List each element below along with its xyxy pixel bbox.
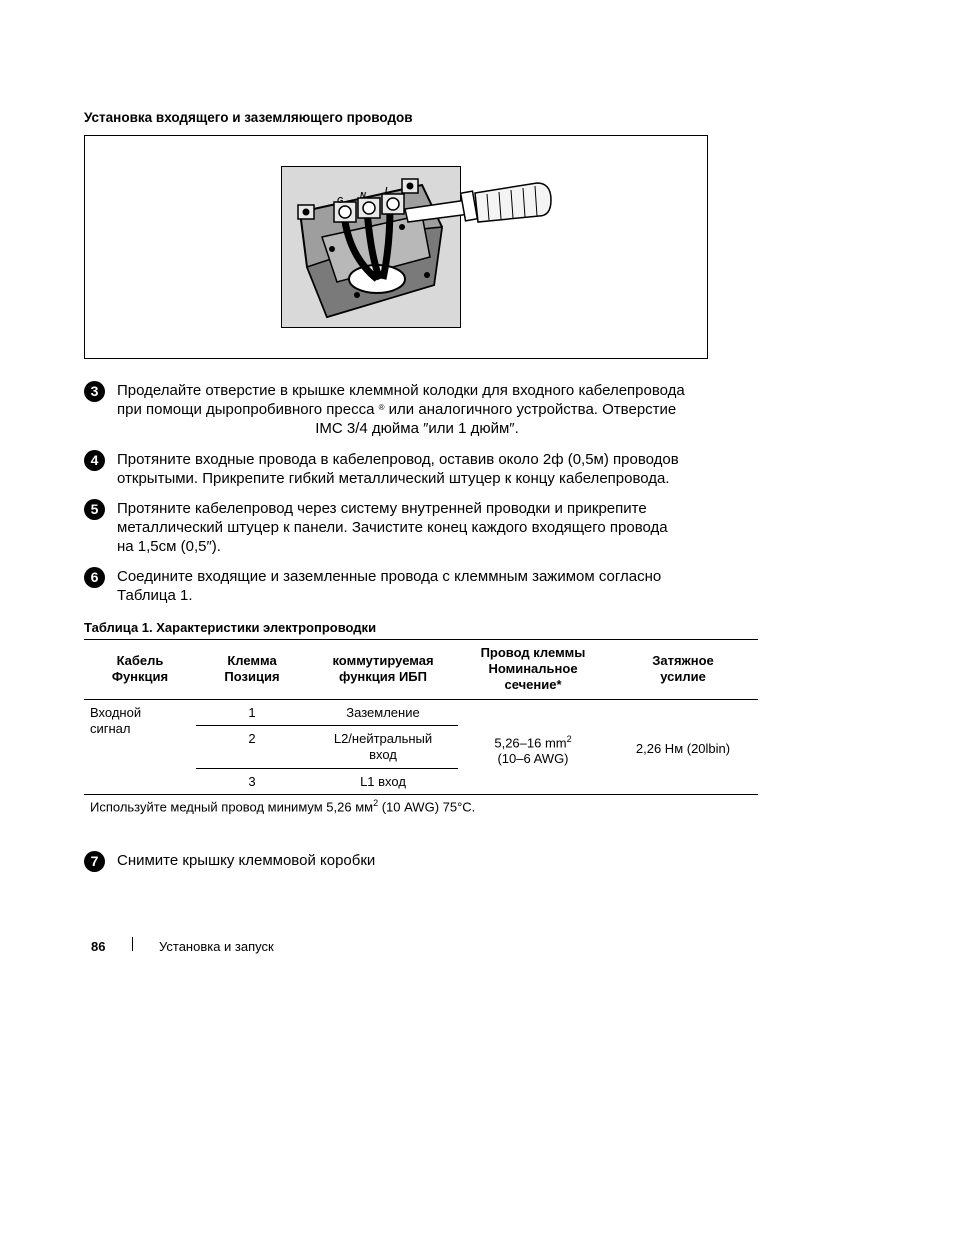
cell-function: L2/нейтральный вход <box>333 731 433 762</box>
table-title: Таблица 1. Характеристики электропроводки <box>84 620 377 635</box>
step-number: 6 <box>84 567 105 588</box>
table-row-rule <box>196 725 458 726</box>
step-number: 5 <box>84 499 105 520</box>
step-3 <box>84 381 744 441</box>
cell-position: 3 <box>248 774 256 789</box>
step-5 <box>84 499 744 559</box>
header-wire-size: Провод клеммы Номинальное сечение* <box>480 645 586 692</box>
step-number: 4 <box>84 450 105 471</box>
footer-separator <box>132 937 133 951</box>
table-footnote: Используйте медный провод минимум 5,26 $мм^2$ (10 AWG) 75°C. <box>90 798 476 815</box>
table-bottom-rule <box>84 794 758 795</box>
step-6 <box>84 567 744 607</box>
table-top-rule <box>84 639 758 640</box>
cell-function: L1 вход <box>360 774 406 789</box>
terminal-label-g: G <box>337 196 344 205</box>
table-row-rule <box>196 768 458 769</box>
step-4 <box>84 450 744 490</box>
step-text: Протяните кабелепровод через систему внутренней проводки и прикрепите металлический штуцер к панели. Зачистите конец каждого входящего провода на 1,5см (0,5″). <box>117 500 668 555</box>
step-number: 7 <box>84 851 105 872</box>
section-title: Установка входящего и заземляющего проводов <box>84 110 413 125</box>
page-number: 86 <box>91 939 106 954</box>
step-7 <box>84 851 744 873</box>
header-torque: Затяжное усилие <box>652 653 714 684</box>
footer-section-title: Установка и запуск <box>159 939 274 954</box>
screwdriver-drawing <box>85 136 709 360</box>
table-header-rule <box>84 699 758 700</box>
cell-position: 2 <box>248 731 256 746</box>
cell-wire-size: 5,26–16 $mm^2$ (10–6 AWG) <box>494 734 572 767</box>
step-number: 3 <box>84 381 105 402</box>
terminal-label-l: L <box>385 186 390 195</box>
header-cable-function: Кабель Функция <box>111 653 169 684</box>
terminal-label-n: N <box>360 191 366 200</box>
step-text: Протяните входные провода в кабелепровод, оставив около 2ф (0,5м) проводов открытыми. Прикрепите гибкий металлический штуцер к концу кабелепровода. <box>117 451 679 487</box>
step-text: Проделайте отверстие в крышке клеммной колодки для входного кабелепровода при помощи дыропробивного пресса ® или аналогичного устройства. Отверстие IMC 3/4 дюйма ″или 1 дюйм″. <box>117 382 685 437</box>
step-text: Соедините входящие и заземленные провода с клеммным зажимом согласно Таблица 1. <box>117 568 662 604</box>
cell-position: 1 <box>248 705 256 720</box>
step-text: Снимите крышку клеммовой коробки <box>117 852 376 869</box>
figure-frame <box>84 135 708 359</box>
header-ups-function: коммутируемая функция ИБП <box>332 653 434 684</box>
registered-mark: ® <box>378 403 385 412</box>
header-terminal-position: Клемма Позиция <box>224 653 280 684</box>
cell-cable-function: Входной сигнал <box>90 705 142 736</box>
cell-torque: 2,26 Нм (20lbin) <box>635 741 731 756</box>
cell-function: Заземление <box>346 705 420 720</box>
